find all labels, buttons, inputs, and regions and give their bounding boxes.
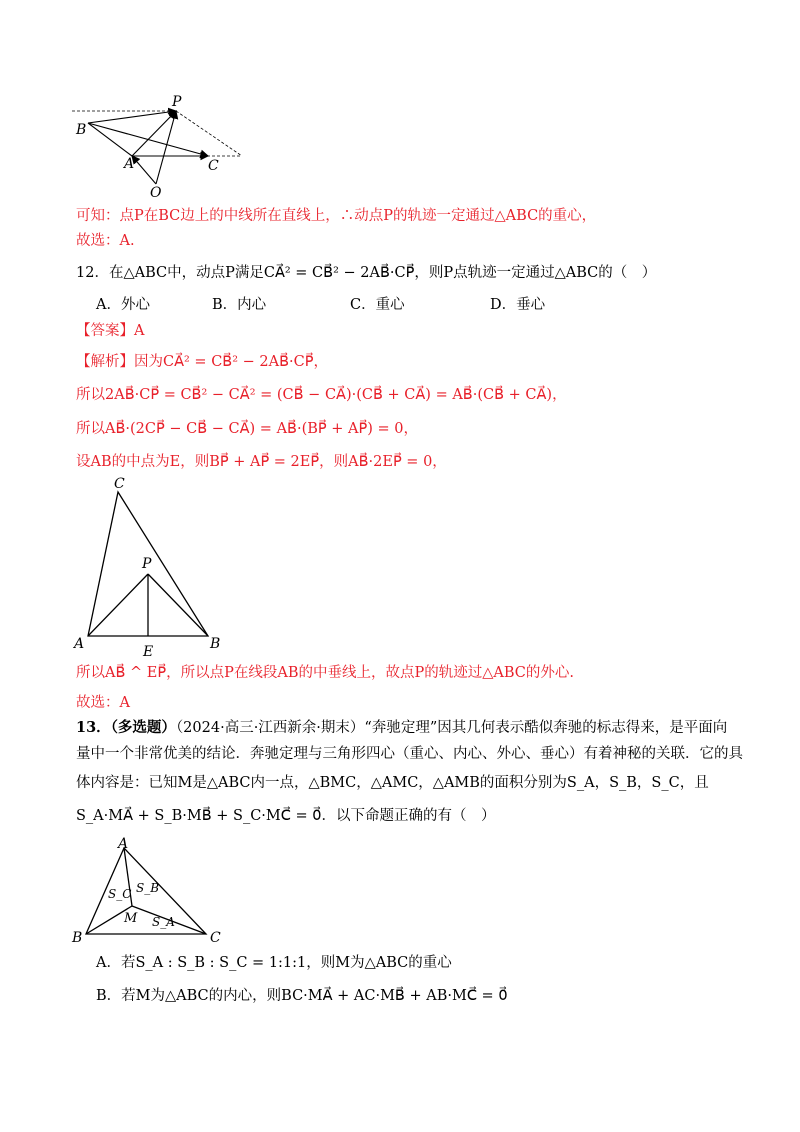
q12-analysis-line-2: 所以2AB⃗·CP⃗ = CB⃗² − CA⃗² = (CB⃗ − CA⃗)·(CB⃗ + CA⃗) = AB⃗·(CB⃗ + CA⃗)， <box>76 387 567 403</box>
q12-option-b: B．内心 <box>212 297 267 313</box>
figure-triangle-circumcenter <box>70 476 240 662</box>
q12-option-c: C．重心 <box>350 297 405 313</box>
label-B: B <box>72 930 83 946</box>
label-B: B <box>76 122 87 138</box>
q12-analysis-line-4: 设AB的中点为E，则BP⃗ + AP⃗ = 2EP⃗，则AB⃗·2EP⃗ = 0， <box>76 454 447 470</box>
label-M: M <box>124 911 138 926</box>
label-P: P <box>142 556 152 572</box>
label-A: A <box>124 156 135 172</box>
q11-conclusion: 可知：点P在BC边上的中线所在直线上，∴动点P的轨迹一定通过△ABC的重心， <box>76 208 597 224</box>
q12-stem: 12．在△ABC中，动点P满足CA⃗² = CB⃗² − 2AB⃗·CP⃗，则P点轨迹一定通过△ABC的（ ） <box>76 265 657 281</box>
q12-option-a: A．外心 <box>96 297 150 313</box>
q12-answer: 【答案】A <box>76 323 145 339</box>
q12-choice: 故选：A <box>76 695 130 711</box>
label-SC: S_C <box>108 887 132 901</box>
label-SA: S_A <box>152 915 175 929</box>
q12-analysis-line-3: 所以AB⃗·(2CP⃗ − CB⃗ − CA⃗) = AB⃗·(BP⃗ + AP⃗) = 0， <box>76 421 418 437</box>
q13-source: （2024·高三·江西新余·期末） <box>175 720 365 736</box>
figure-vector-parallelogram <box>70 94 250 200</box>
q11-choice: 故选：A. <box>76 233 135 249</box>
q13-option-a: A．若S_A : S_B : S_C = 1:1:1，则M为△ABC的重心 <box>96 955 452 971</box>
q13-tag: （多选题） <box>110 719 176 736</box>
q13-stem-line-3: 体内容是：已知M是△ABC内一点，△BMC，△AMC，△AMB的面积分别为S_A，S_B，S_C，且 <box>76 775 709 791</box>
q12-option-d: D．垂心 <box>490 297 546 313</box>
label-B: B <box>210 636 221 652</box>
q13-header <box>76 717 727 739</box>
q13-number: 13． <box>76 719 111 736</box>
figure-benz-theorem <box>70 834 240 946</box>
q12-conclusion: 所以AB⃗ ^ EP⃗，所以点P在线段AB的中垂线上，故点P的轨迹过△ABC的外心. <box>76 665 575 681</box>
label-C: C <box>210 930 221 946</box>
label-C: C <box>208 158 219 174</box>
label-A: A <box>74 636 85 652</box>
label-O: O <box>150 185 162 200</box>
label-A: A <box>118 836 129 852</box>
label-E: E <box>143 644 154 660</box>
q13-stem-line-1: “奔驰定理”因其几何表示酷似奔驰的标志得来，是平面向 <box>364 720 728 736</box>
q13-stem-line-2: 量中一个非常优美的结论．奔驰定理与三角形四心（重心、内心、外心、垂心）有着神秘的关联．它的具 <box>76 746 743 762</box>
label-C: C <box>114 476 125 492</box>
label-SB: S_B <box>136 881 160 895</box>
label-P: P <box>172 94 182 110</box>
q13-option-b: B．若M为△ABC的内心，则BC·MA⃗ + AC·MB⃗ + AB·MC⃗ = 0⃗ <box>96 988 508 1004</box>
q13-stem-line-4: S_A·MA⃗ + S_B·MB⃗ + S_C·MC⃗ = 0⃗．以下命题正确的有（ ） <box>76 808 496 824</box>
q12-analysis-line-1: 【解析】因为CA⃗² = CB⃗² − 2AB⃗·CP⃗， <box>76 354 329 370</box>
